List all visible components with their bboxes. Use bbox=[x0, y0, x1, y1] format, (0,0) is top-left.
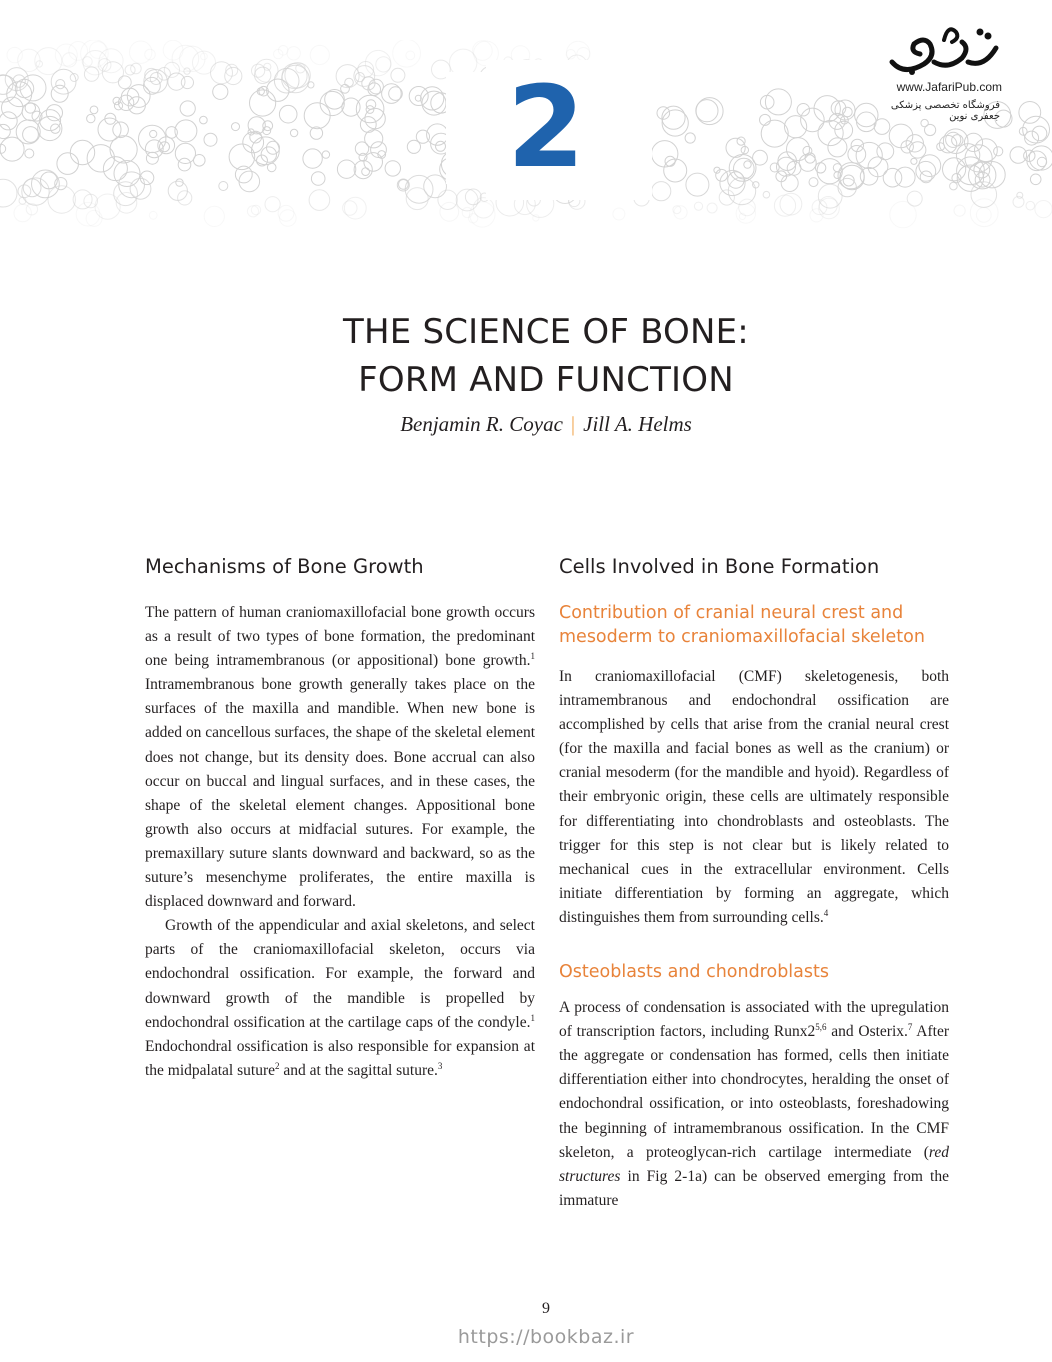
chapter-title-line1: THE SCIENCE OF BONE: bbox=[343, 312, 749, 352]
bubble-circle bbox=[753, 182, 759, 188]
bubble-circle bbox=[146, 152, 158, 164]
bubble-circle bbox=[257, 88, 264, 95]
bubble-circle bbox=[114, 182, 138, 206]
bubble-circle bbox=[267, 79, 289, 101]
bubble-circle bbox=[263, 121, 273, 131]
bubble-circle bbox=[883, 168, 902, 187]
chapter-number: 2 bbox=[446, 72, 646, 184]
bubble-circle bbox=[818, 184, 842, 208]
bubble-circle bbox=[344, 197, 366, 219]
bubble-circle bbox=[204, 133, 217, 146]
bubble-circle bbox=[814, 96, 840, 122]
bubble-circle bbox=[110, 136, 137, 163]
bubble-circle bbox=[665, 156, 675, 166]
bubble-circle bbox=[828, 138, 847, 157]
section-heading-cells: Cells Involved in Bone Formation bbox=[559, 555, 880, 578]
bubble-circle bbox=[770, 163, 779, 172]
citation: 1 bbox=[530, 1012, 535, 1023]
bubble-circle bbox=[956, 144, 979, 167]
bubble-circle bbox=[405, 175, 433, 203]
text-run: A process of condensation is associated with the upregulation of transcription factors, including Runx2 bbox=[559, 999, 949, 1041]
bubble-circle bbox=[613, 208, 625, 220]
bubble-circle bbox=[128, 97, 145, 114]
bubble-circle bbox=[382, 84, 402, 104]
bubble-circle bbox=[57, 153, 79, 175]
bubble-circle bbox=[304, 103, 330, 129]
publisher-website: www.JafariPub.com bbox=[896, 80, 1002, 94]
bubble-circle bbox=[200, 116, 208, 124]
bubble-circle bbox=[685, 133, 695, 143]
bubble-circle bbox=[325, 90, 345, 110]
bubble-circle bbox=[652, 141, 678, 167]
bubble-circle bbox=[911, 158, 917, 164]
bubble-circle bbox=[38, 116, 62, 140]
paragraph-osteoblasts bbox=[559, 996, 949, 1213]
bubble-circle bbox=[213, 84, 228, 99]
bubble-circle bbox=[1026, 201, 1035, 210]
bubble-circle bbox=[180, 101, 195, 116]
section-heading-bone-growth: Mechanisms of Bone Growth bbox=[145, 555, 424, 578]
bubble-circle bbox=[23, 127, 39, 143]
bubble-circle bbox=[337, 160, 355, 178]
bubble-circle bbox=[761, 120, 788, 147]
bubble-circle bbox=[734, 158, 755, 179]
bubble-circle bbox=[376, 57, 391, 72]
bubble-circle bbox=[1032, 126, 1047, 141]
bubble-circle bbox=[440, 202, 459, 221]
bubble-circle bbox=[797, 104, 809, 116]
citation: 4 bbox=[823, 907, 829, 918]
author-separator: | bbox=[570, 412, 576, 436]
bubble-circle bbox=[265, 197, 280, 212]
bubble-circle bbox=[70, 140, 94, 164]
text-run: Intramembranous bone growth generally takes place on the surfaces of the maxilla and mandible. When new bone is added on cancellous surfaces, the shape of the skeletal element does not change, but its density does. Bone accrual can also occur on buccal and lingual surfaces, and in these cases, the shape of the skeletal element changes. Appositional bone growth also occurs at midfacial sutures. For example, the premaxillary suture slants downward and backward, so as the suture’s mesenchyme proliferates, the entire maxilla is displaced downward and forward. bbox=[145, 676, 535, 911]
bubble-circle bbox=[365, 130, 383, 148]
bubble-circle bbox=[409, 87, 428, 106]
author-2: Jill A. Helms bbox=[583, 412, 692, 436]
bubble-circle bbox=[264, 63, 271, 70]
watermark-url: https://bookbaz.ir bbox=[457, 1326, 635, 1348]
chapter-title-line2: FORM AND FUNCTION bbox=[358, 360, 734, 400]
bubble-circle bbox=[14, 204, 31, 221]
bubble-circle bbox=[290, 129, 297, 136]
bubble-circle bbox=[175, 143, 195, 163]
bubble-circle bbox=[310, 45, 329, 64]
bubble-circle bbox=[974, 162, 990, 178]
bubble-circle bbox=[696, 98, 723, 125]
bubble-circle bbox=[90, 106, 98, 114]
bubble-circle bbox=[118, 76, 131, 89]
bubble-circle bbox=[320, 91, 344, 115]
text-run: Growth of the appendicular and axial skeletons, and select parts of the craniomaxillofacial skeleton, occurs via endochondral ossification. For example, the forward and downward growth of the mandible is propelled by endochondral ossification at the cartilage caps of the condyle. bbox=[145, 917, 535, 1031]
bubble-circle bbox=[130, 178, 151, 199]
bubble-circle bbox=[943, 158, 966, 181]
chapter-title bbox=[0, 308, 1052, 404]
bubble-circle bbox=[438, 190, 457, 209]
bubble-circle bbox=[280, 210, 297, 227]
text-run: The pattern of human craniomaxillofacial bone growth occurs as a result of two types of bone formation, the predominant one being intramembranous (or appositional) bone growth. bbox=[145, 604, 535, 670]
bubble-circle bbox=[250, 90, 276, 116]
bubble-circle bbox=[160, 142, 170, 152]
bubble-circle bbox=[144, 77, 161, 94]
bubble-circle bbox=[232, 123, 240, 131]
bubble-circle bbox=[781, 175, 798, 192]
citation: 5,6 bbox=[815, 1021, 827, 1032]
bubble-circle bbox=[247, 206, 258, 217]
bubble-circle bbox=[22, 103, 40, 121]
bubble-circle bbox=[838, 178, 856, 196]
bubble-circle bbox=[385, 161, 400, 176]
bubble-circle bbox=[1017, 192, 1023, 198]
bubble-circle bbox=[760, 95, 774, 109]
bubble-circle bbox=[90, 42, 107, 59]
bubble-circle bbox=[436, 141, 446, 151]
bubble-circle bbox=[994, 147, 1003, 156]
text-run: in Fig 2-1a) can be observed emerging from the immature bbox=[559, 1167, 949, 1209]
calligraphy-logo-icon bbox=[884, 18, 1004, 78]
bubble-circle bbox=[389, 87, 403, 101]
bubble-circle bbox=[309, 190, 330, 211]
bubble-circle bbox=[73, 190, 92, 209]
left-column bbox=[145, 553, 535, 1083]
bubble-circle bbox=[282, 64, 307, 89]
bubble-circle bbox=[976, 208, 991, 223]
bubble-circle bbox=[354, 161, 372, 179]
bubble-circle bbox=[229, 144, 255, 170]
bubble-circle bbox=[219, 182, 228, 191]
paragraph-bone-growth-1 bbox=[145, 601, 535, 914]
bubble-circle bbox=[818, 120, 843, 145]
bubble-circle bbox=[919, 155, 941, 177]
subheading-neural-crest: Contribution of cranial neural crest and mesoderm to craniomaxillofacial skeleton bbox=[559, 603, 925, 647]
bubble-circle bbox=[950, 182, 958, 190]
bubble-circle bbox=[149, 211, 157, 219]
bubble-circle bbox=[719, 190, 734, 205]
paragraph-bone-growth-2 bbox=[145, 914, 535, 1083]
bubble-circle bbox=[175, 120, 197, 142]
bubble-circle bbox=[391, 68, 405, 82]
bubble-circle bbox=[150, 130, 157, 137]
bubble-circle bbox=[345, 78, 354, 87]
bubble-circle bbox=[1030, 174, 1041, 185]
text-run: and at the sagittal suture. bbox=[279, 1061, 438, 1079]
text-run: and Osterix. bbox=[826, 1023, 908, 1041]
citation: 7 bbox=[907, 1021, 913, 1032]
bubble-circle bbox=[407, 140, 420, 153]
bubble-circle bbox=[287, 47, 300, 60]
bubble-circle bbox=[0, 179, 17, 207]
bubble-circle bbox=[46, 105, 62, 121]
citation: 3 bbox=[437, 1060, 443, 1071]
bubble-circle bbox=[889, 124, 913, 148]
bubble-circle bbox=[533, 215, 539, 221]
bubble-circle bbox=[707, 203, 717, 213]
bubble-circle bbox=[765, 89, 791, 115]
bubble-circle bbox=[181, 76, 193, 88]
subheading-osteoblasts: Osteoblasts and chondroblasts bbox=[559, 962, 829, 983]
bubble-circle bbox=[311, 172, 325, 186]
bubble-circle bbox=[87, 114, 95, 122]
bubble-circle bbox=[2, 97, 23, 118]
italic-run: red structures bbox=[559, 1143, 949, 1185]
bubble-circle bbox=[164, 62, 179, 77]
bubble-circle bbox=[341, 84, 350, 93]
authors-line bbox=[0, 412, 1052, 437]
bubble-circle bbox=[907, 191, 922, 206]
bubble-circle bbox=[809, 178, 818, 187]
bubble-circle bbox=[406, 51, 415, 60]
bubble-circle bbox=[964, 133, 982, 151]
citation: 1 bbox=[530, 651, 535, 662]
bubble-circle bbox=[371, 142, 387, 158]
bubble-circle bbox=[473, 41, 493, 61]
bubble-circle bbox=[279, 105, 297, 123]
bubble-circle bbox=[763, 191, 770, 198]
bubble-circle bbox=[113, 97, 120, 104]
bubble-circle bbox=[694, 202, 702, 210]
bubble-circle bbox=[7, 47, 22, 62]
bubble-circle bbox=[744, 161, 751, 168]
bubble-circle bbox=[716, 169, 728, 181]
bubble-circle bbox=[906, 135, 923, 152]
bubble-circle bbox=[83, 51, 107, 75]
bubble-circle bbox=[308, 82, 314, 88]
citation: 2 bbox=[275, 1060, 280, 1071]
bubble-circle bbox=[957, 157, 985, 185]
text-run: In craniomaxillofacial (CMF) skeletogenesis, both intramembranous and endochondral ossification are accomplished by cells that arise from the cranial neural crest (for the maxilla and facial bones as well as the cranium) or cranial mesoderm (for the mandible and hyoid). Regardless of their embryonic origin, these cells are ultimately responsible for differentiating into chondroblasts and osteoblasts. The trigger for this step is not clear but is likely related to mechanical cues in the extracellular environment. Cells initiate differentiation by forming an aggregate, which distinguishes them from surrounding cells. bbox=[559, 668, 949, 926]
bubble-circle bbox=[399, 180, 409, 190]
text-run: Endochondral ossification is also responsible for expansion at the midpalatal suture bbox=[145, 1037, 535, 1079]
bubble-circle bbox=[652, 182, 671, 201]
paragraph-neural-crest bbox=[559, 665, 949, 930]
bubble-circle bbox=[362, 168, 370, 176]
bubble-circle bbox=[1035, 201, 1052, 218]
bubble-circle bbox=[877, 143, 894, 160]
right-column bbox=[559, 553, 949, 1213]
bubble-circle bbox=[252, 64, 265, 77]
bubble-circle bbox=[322, 151, 329, 158]
bubble-circle bbox=[139, 125, 166, 152]
author-1: Benjamin R. Coyac bbox=[400, 412, 563, 436]
bubble-circle bbox=[76, 202, 100, 226]
bubble-circle bbox=[365, 108, 385, 128]
bubble-circle bbox=[954, 205, 965, 216]
bubble-circle bbox=[303, 149, 322, 168]
page-number: 9 bbox=[542, 1300, 550, 1317]
publisher-tagline: فروشگاه تخصصی پزشکی جعفری نوین bbox=[890, 100, 1000, 122]
bubble-circle bbox=[369, 79, 384, 94]
bubble-circle bbox=[204, 206, 224, 226]
bubble-circle bbox=[952, 135, 963, 146]
bubble-circle bbox=[25, 149, 34, 158]
bubble-circle bbox=[16, 120, 40, 144]
bubble-circle bbox=[56, 80, 65, 89]
bubble-circle bbox=[365, 50, 390, 75]
bubble-circle bbox=[178, 158, 191, 171]
text-run: After the aggregate or condensation has formed, cells then initiate differentiation either into chondrocytes, heralding the onset of endochondral ossification, or into osteoblasts, foreshadowing the beginning of intramembranous ossification. In the CMF skeleton, a proteoglycan-rich cartilage intermediate ( bbox=[559, 1023, 949, 1161]
bubble-circle bbox=[131, 63, 142, 74]
bubble-circle bbox=[686, 173, 709, 196]
bubble-circle bbox=[145, 140, 163, 158]
publisher-logo bbox=[860, 14, 1030, 124]
bubble-circle bbox=[787, 138, 810, 161]
